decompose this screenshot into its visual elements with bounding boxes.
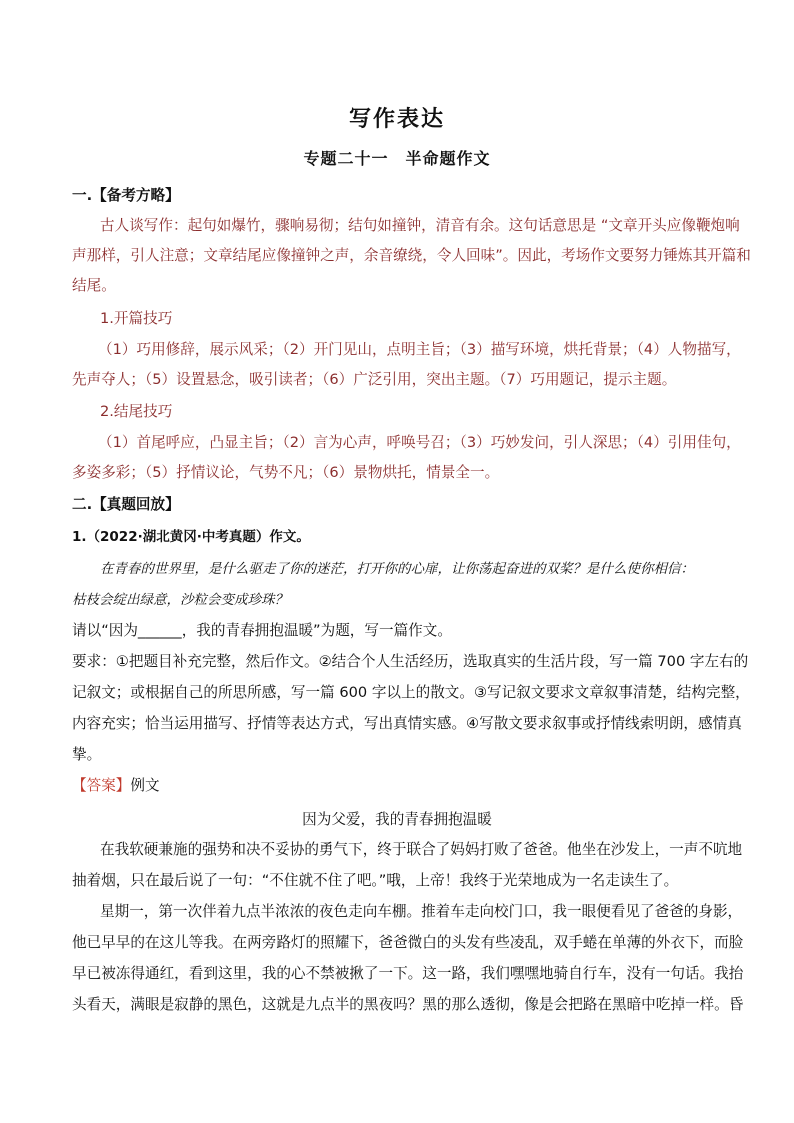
doc-subtitle: 专题二十一 半命题作文: [303, 149, 491, 168]
ending-item-line: 多姿多彩；（5）抒情议论，气势不凡；（6）景物烘托，情景全一。: [72, 464, 500, 481]
section-heading-2: 二.【真题回放】: [72, 496, 180, 513]
opening-item-line: 先声夺人；（5）设置悬念，吸引读者；（6）广泛引用，突出主题。（7）巧用题记，提示主题。: [72, 371, 677, 388]
section-heading-1: 一.【备考方略】: [72, 187, 180, 204]
essay-line: 他已早早的在这儿等我。在两旁路灯的照耀下，爸爸微白的头发有些凌乱，双手蜷在单薄的外衣下，而脸: [72, 934, 744, 951]
opening-item-line: （1）巧用修辞，展示风采；（2）开门见山，点明主旨；（3）描写环境，烘托背景；（4）人物描写，: [98, 341, 741, 358]
paragraph-line: 结尾。: [72, 277, 116, 294]
requirement-line: 要求：①把题目补充完整，然后作文。②结合个人生活经历，选取真实的生活片段，写一篇 700 字左右的: [72, 653, 749, 670]
instruction-line: 请以“因为______，我的青春拥抱温暖”为题，写一篇作文。: [72, 622, 452, 639]
ending-heading: 2.结尾技巧: [100, 403, 173, 420]
essay-line: 星期一，第一次伴着九点半浓浓的夜色走向车棚。推着车走向校门口，我一眼便看见了爸爸的身影，: [100, 903, 743, 920]
opening-heading: 1.开篇技巧: [100, 310, 173, 327]
question-label: 1.（2022·湖北黄冈·中考真题）作文。: [72, 529, 310, 545]
ending-item-line: （1）首尾呼应，凸显主旨；（2）言为心声，呼唤号召；（3）巧妙发问，引人深思；（4）引用佳句，: [98, 434, 741, 451]
requirement-line: 内容充实；恰当运用描写、抒情等表达方式，写出真情实感。④写散文要求叙事或抒情线索明朗，感情真: [72, 715, 742, 732]
essay-line: 抽着烟，只在最后说了一句：“不住就不住了吧。”哦，上帝！我终于光荣地成为一名走读生了。: [72, 872, 679, 889]
paragraph-line: 古人谈写作：起句如爆竹，骤响易彻；结句如撞钟，清音有余。这句话意思是 “文章开头应像鞭炮响: [100, 217, 740, 234]
prompt-line: 在青春的世界里，是什么驱走了你的迷茫，打开你的心扉，让你荡起奋进的双桨？是什么使你相信：: [100, 561, 694, 577]
prompt-line: 枯枝会绽出绿意，沙粒会变成珍珠？: [72, 592, 288, 608]
answer-line: [72, 776, 160, 796]
doc-title: 写作表达: [348, 107, 445, 132]
essay-line: 早已被冻得通红，看到这里，我的心不禁被揪了一下。这一路，我们嘿嘿地骑自行车，没有一句话。我抬: [72, 965, 744, 982]
paragraph-line: 声那样，引人注意；文章结尾应像撞钟之声，余音缭绕，令人回味”。因此，考场作文要努力锤炼其开篇和: [72, 247, 751, 264]
requirement-line: 挚。: [72, 746, 102, 763]
answer-label: 例文: [130, 777, 160, 794]
essay-line: 头看天，满眼是寂静的黑色，这就是九点半的黑夜吗？黑的那么透彻，像是会把路在黑暗中吃掉一样。昏: [72, 996, 744, 1013]
essay-line: 在我软硬兼施的强势和决不妥协的勇气下，终于联合了妈妈打败了爸爸。他坐在沙发上，一声不吭地: [100, 841, 743, 858]
requirement-line: 记叙文；或根据自己的所思所感，写一篇 600 字以上的散文。③写记叙文要求文章叙事清楚，结构完整，: [72, 684, 750, 701]
answer-tag: 【答案】: [72, 777, 131, 794]
essay-title: 因为父爱，我的青春拥抱温暖: [302, 811, 492, 828]
